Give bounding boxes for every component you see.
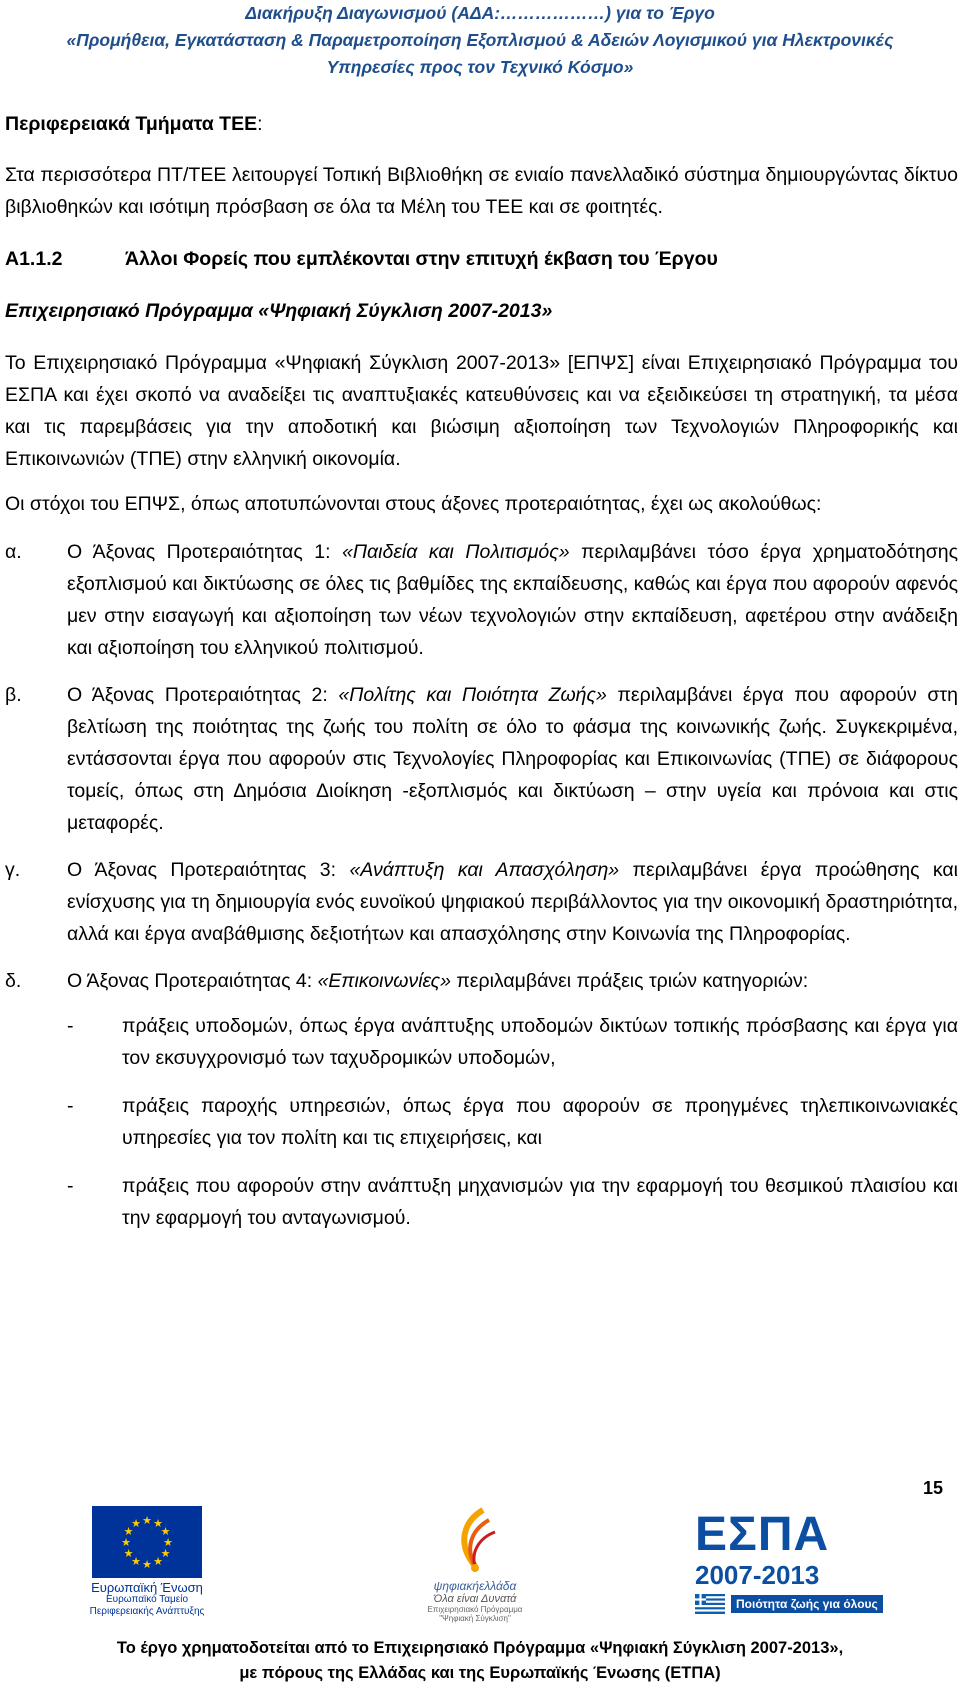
dash-item bbox=[67, 1170, 958, 1234]
espa-tagline: Ποιότητα ζωής για όλους bbox=[731, 1595, 883, 1613]
axis-name: «Πολίτης και Ποιότητα Ζωής» bbox=[338, 684, 607, 706]
axis-label: β. bbox=[5, 684, 22, 706]
footer-line-2: με πόρους της Ελλάδας και της Ευρωπαϊκής Ένωσης (ΕΤΠΑ) bbox=[239, 1664, 721, 1682]
section-paragraph: Στα περισσότερα ΠΤ/ΤΕΕ λειτουργεί Τοπική Βιβλιοθήκη σε ενιαίο πανελλαδικό σύστημα δημιουργώντας δίκτυο βιβλιοθηκών και ισότιμη πρόσβαση σε όλα τα Μέλη του ΤΕΕ και σε φοιτητές. bbox=[5, 164, 958, 218]
section-title-colon: : bbox=[257, 113, 263, 135]
svg-text:★: ★ bbox=[131, 1517, 141, 1530]
header-line-1: Διακήρυξη Διαγωνισμού (ΑΔΑ:………………) για το Έργο bbox=[245, 3, 715, 23]
header-line-2: «Προμήθεια, Εγκατάσταση & Παραμετροποίηση Εξοπλισμού & Αδειών Λογισμικού για Ηλεκτρονικές bbox=[66, 30, 894, 50]
subsection-number: Α1.1.2 bbox=[5, 248, 63, 270]
greek-flag-icon bbox=[695, 1594, 725, 1614]
axis-label: α. bbox=[5, 541, 22, 563]
footer-logos bbox=[0, 1470, 960, 1635]
digital-sub-1: Επιχειρησιακό Πρόγραμμα bbox=[427, 1605, 523, 1614]
axis-label: γ. bbox=[5, 859, 21, 881]
intro-paragraph: Το Επιχειρησιακό Πρόγραμμα «Ψηφιακή Σύγκλιση 2007-2013» [ΕΠΨΣ] είναι Επιχειρησιακό Πρόγραμμα του ΕΣΠΑ και έχει σκοπό να αναδείξει τις αναπτυξιακές κατευθύνσεις και να εξειδικεύσει τη στρατηγική, τα μέσα και τις παρεμβάσεις για την αποδοτική και βιώσιμη αξιοποίηση των Τεχνολογιών Πληροφορικής και Επικοινωνιών (ΤΠΕ) στην ελληνική οικονομία. bbox=[5, 352, 958, 470]
svg-text:★: ★ bbox=[142, 1514, 152, 1527]
subsection-title: Άλλοι Φορείς που εμπλέκονται στην επιτυχή έκβαση του Έργου bbox=[125, 248, 718, 270]
dash-marker: - bbox=[67, 1015, 74, 1037]
espa-title: ΕΣΠΑ bbox=[695, 1508, 830, 1561]
svg-text:★: ★ bbox=[123, 1547, 134, 1560]
svg-text:★: ★ bbox=[142, 1558, 152, 1571]
svg-text:★: ★ bbox=[123, 1525, 134, 1538]
digital-brand: ψηφιακήελλάδα bbox=[433, 1579, 517, 1593]
axis-name: «Επικοινωνίες» bbox=[317, 970, 451, 992]
espa-logo bbox=[695, 1510, 885, 1630]
axis-text: Ο Άξονας Προτεραιότητας 3: «Ανάπτυξη και Απασχόληση» περιλαμβάνει έργα προώθησης και ενίσχυσης για τη δημιουργία ενός ευνοϊκού ψηφιακού περιβάλλοντος για την οικονομική δραστηριότητα, αλλά και έργα αναβάθμισης δεξιοτήτων και απασχόλησης στην Κοινωνία της Πληροφορίας. bbox=[67, 859, 958, 945]
eu-caption bbox=[82, 1582, 212, 1618]
dash-marker: - bbox=[67, 1175, 74, 1197]
dash-item bbox=[67, 1090, 958, 1154]
eu-flag-logo bbox=[92, 1506, 202, 1578]
espa-years: 2007-2013 bbox=[695, 1560, 820, 1590]
funding-footer bbox=[0, 1636, 960, 1686]
document-header bbox=[0, 0, 960, 81]
subsection-heading bbox=[5, 243, 958, 275]
dash-item bbox=[67, 1010, 958, 1074]
svg-text:★: ★ bbox=[153, 1555, 163, 1568]
header-line-3: Υπηρεσίες προς τον Τεχνικό Κόσμο» bbox=[326, 57, 634, 77]
digital-slogan: Όλα είναι Δυνατά bbox=[433, 1593, 517, 1605]
digital-greece-swirl-icon bbox=[405, 1504, 545, 1574]
svg-text:★: ★ bbox=[160, 1525, 171, 1538]
axis-name: «Παιδεία και Πολιτισμός» bbox=[342, 541, 570, 563]
espa-tagline-row bbox=[695, 1594, 885, 1614]
axis-item bbox=[5, 854, 958, 950]
eu-stars-icon bbox=[92, 1506, 202, 1578]
goals-paragraph: Οι στόχοι του ΕΠΨΣ, όπως αποτυπώνονται στους άξονες προτεραιότητας, έχει ως ακολούθως: bbox=[5, 493, 822, 515]
dash-text: πράξεις παροχής υπηρεσιών, όπως έργα που αφορούν σε προηγμένες τηλεπικοινωνιακές υπηρεσίες για τον πολίτη και τις επιχειρήσεις, και bbox=[122, 1095, 958, 1149]
svg-text:★: ★ bbox=[163, 1536, 173, 1549]
svg-text:★: ★ bbox=[131, 1555, 141, 1568]
axis-text: Ο Άξονας Προτεραιότητας 1: «Παιδεία και Πολιτισμός» περιλαμβάνει τόσο έργα χρηματοδότησης εξοπλισμού και δικτύωσης σε όλες τις βαθμίδες της εκπαίδευσης, καθώς και έργα που αφορούν αφενός μεν στην εισαγωγή και αξιοποίηση των νέων τεχνολογιών στην εκπαίδευση, αφετέρου στην ανάδειξη και αξιοποίηση του ελληνικού πολιτισμού. bbox=[67, 541, 958, 659]
svg-text:★: ★ bbox=[160, 1547, 171, 1560]
section-title-text: Περιφερειακά Τμήματα ΤΕΕ bbox=[5, 113, 258, 135]
axis-label: δ. bbox=[5, 970, 22, 992]
document-body bbox=[5, 108, 958, 1234]
axis-item bbox=[5, 679, 958, 839]
svg-text:★: ★ bbox=[121, 1536, 131, 1549]
eu-caption-line-2: Ευρωπαϊκό Ταμείο bbox=[105, 1594, 189, 1605]
axis-name: «Ανάπτυξη και Απασχόληση» bbox=[349, 859, 620, 881]
section-title bbox=[5, 108, 958, 140]
digital-sub-2: "Ψηφιακή Σύγκλιση" bbox=[439, 1614, 511, 1623]
dash-marker: - bbox=[67, 1095, 74, 1117]
eu-caption-line-3: Περιφερειακής Ανάπτυξης bbox=[89, 1606, 205, 1617]
axis-item bbox=[5, 536, 958, 664]
page-number: 15 bbox=[922, 1478, 943, 1498]
footer-line-1: Το έργο χρηματοδοτείται από το Επιχειρησιακό Πρόγραμμα «Ψηφιακή Σύγκλιση 2007-2013», bbox=[116, 1639, 844, 1657]
dash-text: πράξεις υποδομών, όπως έργα ανάπτυξης υποδομών δικτύων τοπικής πρόσβασης και έργα για τον εκσυγχρονισμό των ταχυδρομικών υποδομών, bbox=[122, 1015, 958, 1069]
axis-text: Ο Άξονας Προτεραιότητας 4: «Επικοινωνίες» περιλαμβάνει πράξεις τριών κατηγοριών: bbox=[67, 970, 809, 992]
digital-greece-logo bbox=[405, 1504, 545, 1624]
axis-item bbox=[5, 965, 958, 997]
svg-text:★: ★ bbox=[153, 1517, 163, 1530]
dash-text: πράξεις που αφορούν στην ανάπτυξη μηχανισμών για την εφαρμογή του θεσμικού πλαισίου και την εφαρμογή του ανταγωνισμού. bbox=[122, 1175, 958, 1229]
program-title: Επιχειρησιακό Πρόγραμμα «Ψηφιακή Σύγκλιση 2007-2013» bbox=[5, 300, 553, 322]
axis-text: Ο Άξονας Προτεραιότητας 2: «Πολίτης και Ποιότητα Ζωής» περιλαμβάνει έργα που αφορούν στη βελτίωση της ποιότητας της ζωής του πολίτη σε όλο το φάσμα της κοινωνικής ζωής. Συγκεκριμένα, εντάσσονται έργα που αφορούν στις Τεχνολογίες Πληροφορίας και Επικοινωνίας (ΤΠΕ) σε διάφορους τομείς, όπως στη Δημόσια Διοίκηση -εξοπλισμός και δικτύωση – στην υγεία και πρόνοια και στις μεταφορές. bbox=[67, 684, 958, 834]
eu-caption-line-1: Ευρωπαϊκή Ένωση bbox=[91, 1580, 203, 1595]
